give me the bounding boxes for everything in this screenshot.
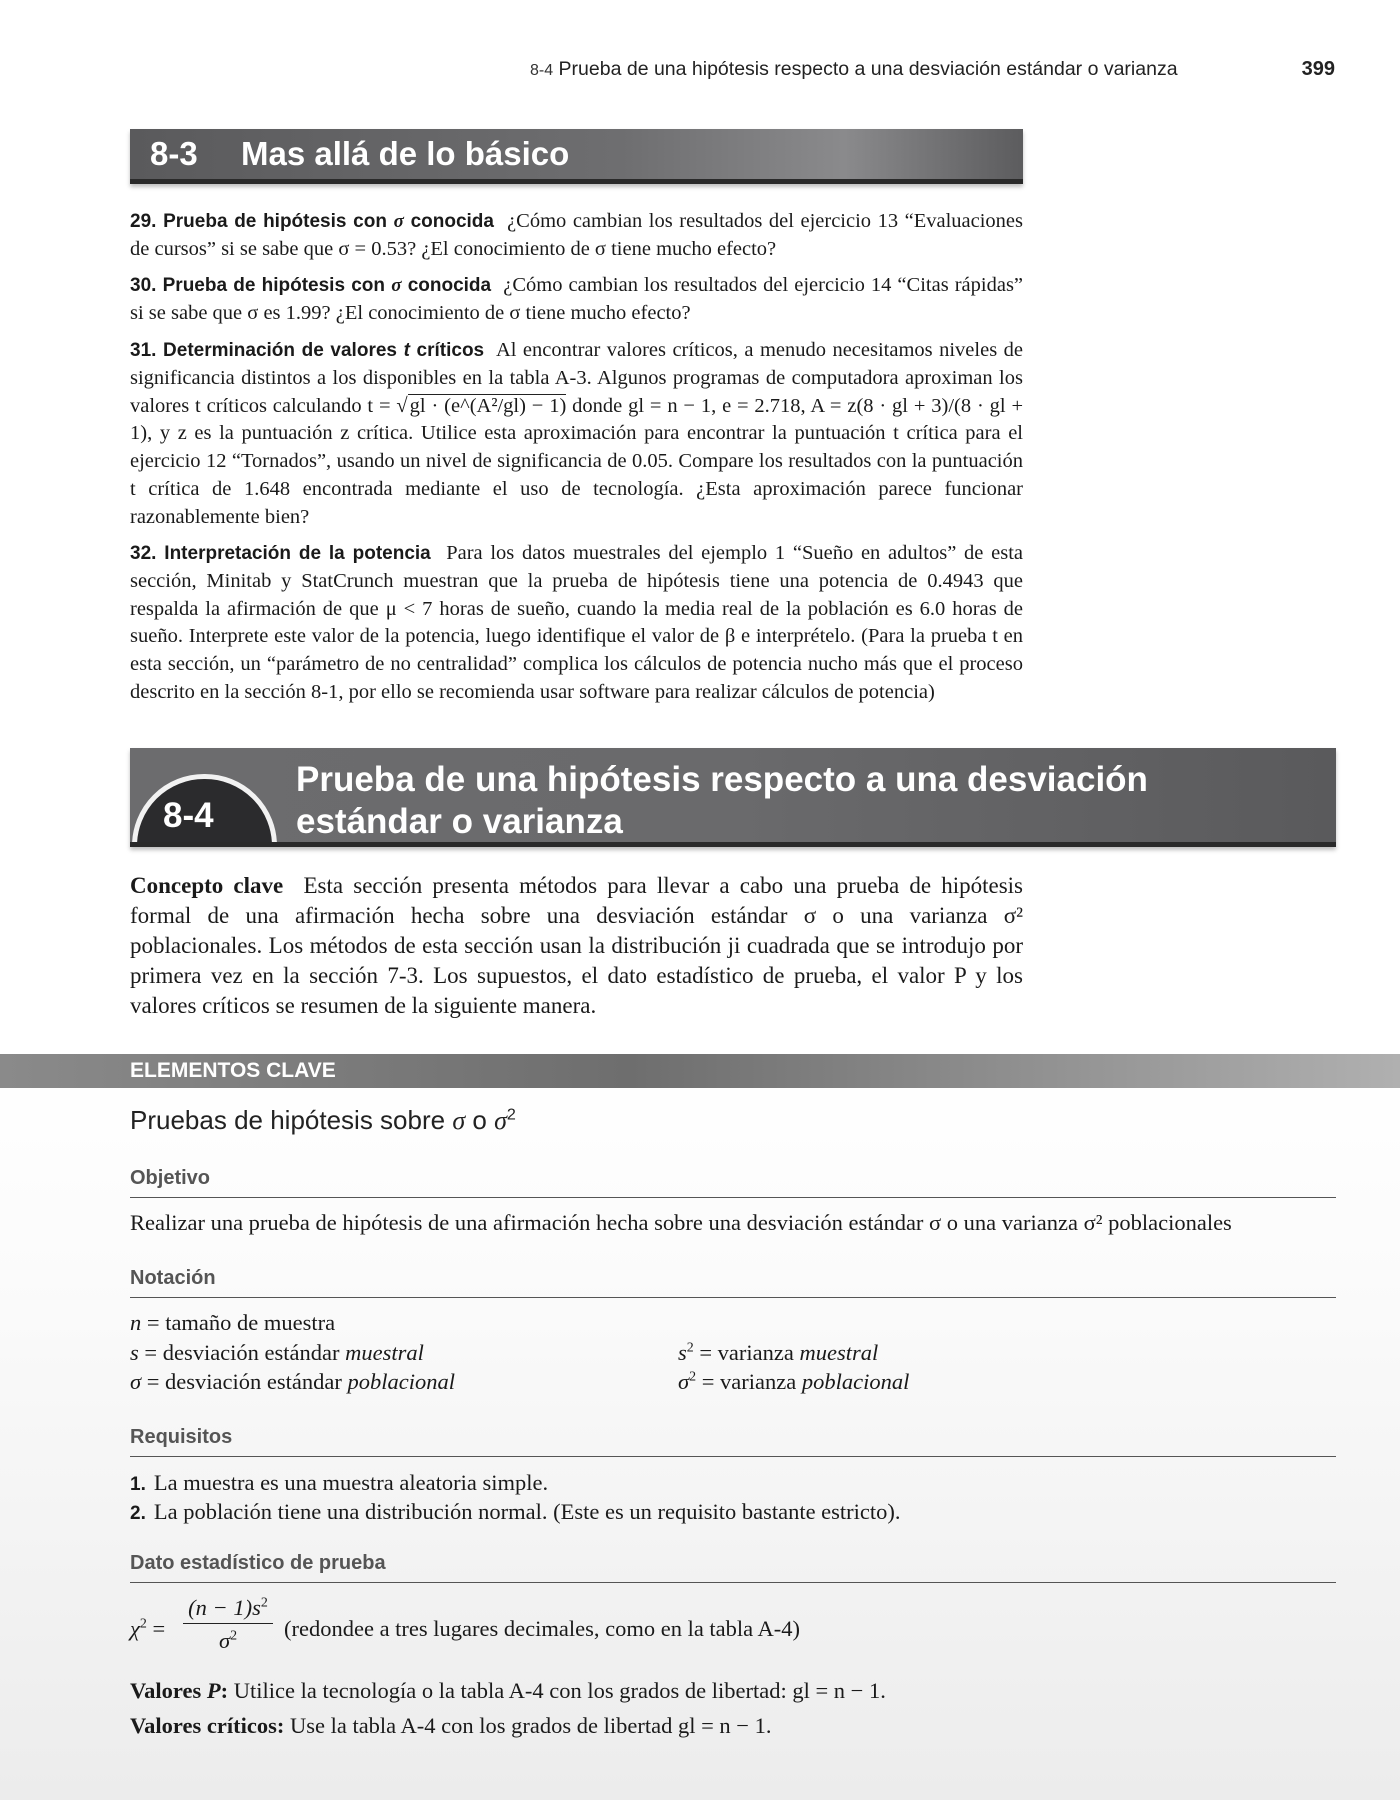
notation-sigma-symbol: σ xyxy=(130,1369,142,1394)
formula-numerator-sup: 2 xyxy=(260,1595,268,1611)
exercise-30-heading xyxy=(130,275,491,296)
exercise-29-heading xyxy=(130,211,494,232)
p-values-line xyxy=(130,1676,886,1705)
formula-chi: χ xyxy=(130,1616,140,1641)
key-elements-subtitle xyxy=(130,1105,516,1136)
critical-values-text: Use la tabla A-4 con los grados de libertad gl = n − 1. xyxy=(289,1713,772,1738)
objective-heading: Objetivo xyxy=(130,1167,1336,1198)
formula-equals: = xyxy=(146,1616,166,1641)
exercise-30-text: ¿Cómo cambian los resultados del ejercicio 14 “Citas rápidas” si se sabe que σ es 1.99? ¿El conocimiento de σ tiene mucho efecto? xyxy=(130,274,1024,324)
key-concept-label: Concepto clave xyxy=(130,873,284,898)
notation-n-text: = tamaño de muestra xyxy=(141,1310,336,1335)
requirements-heading: Requisitos xyxy=(130,1426,1336,1457)
formula-note: (redondee a tres lugares decimales, como en la tabla A-4) xyxy=(284,1616,801,1641)
exercise-30 xyxy=(130,272,1023,328)
requirement-1-number: 1. xyxy=(130,1474,146,1495)
requirement-item-2 xyxy=(130,1497,901,1528)
notation-sigma2-symbol: σ xyxy=(678,1369,690,1394)
notation-s2-symbol: s xyxy=(678,1340,687,1365)
requirement-2-number: 2. xyxy=(130,1503,146,1524)
exercise-30-heading-symbol: σ xyxy=(391,275,402,296)
notation-s xyxy=(130,1338,424,1367)
section-8-4-title xyxy=(296,759,1316,843)
running-header xyxy=(530,58,1335,88)
notation-sigma-text: = desviación estándar xyxy=(141,1369,348,1394)
formula-lhs xyxy=(130,1616,165,1642)
notation-sigma2 xyxy=(678,1367,909,1396)
notation-sigma-italic: poblacional xyxy=(347,1369,455,1394)
section-8-4-number: 8-4 xyxy=(163,796,214,835)
exercise-31 xyxy=(130,337,1023,532)
exercise-29 xyxy=(130,208,1023,264)
objective-text: Realizar una prueba de hipótesis de una afirmación hecha sobre una desviación estándar σ o una varianza σ² poblacionales xyxy=(130,1210,1232,1235)
exercise-31-heading-tail: críticos xyxy=(409,340,485,361)
notation-sigma2-italic: poblacional xyxy=(801,1369,910,1394)
notation-s2-text: = varianza xyxy=(693,1340,800,1365)
exercise-31-heading-text: 31. Determinación de valores xyxy=(130,340,404,361)
section-8-3-title: Mas allá de lo básico xyxy=(241,135,570,172)
exercise-32-heading: 32. Interpretación de la potencia xyxy=(130,543,431,564)
exercise-29-heading-text: 29. Prueba de hipótesis con xyxy=(130,211,394,232)
exercise-32 xyxy=(130,540,1023,707)
key-subtitle-text: Pruebas de hipótesis sobre xyxy=(130,1105,453,1135)
notation-sigma2-text: = varianza xyxy=(696,1369,802,1394)
notation-s2 xyxy=(678,1338,878,1367)
sqrt-symbol: √ xyxy=(396,394,408,417)
key-elements-bar xyxy=(0,1054,1400,1088)
formula-denominator xyxy=(183,1624,273,1658)
key-concept-paragraph xyxy=(130,871,1023,1021)
test-statistic-heading: Dato estadístico de prueba xyxy=(130,1552,1336,1583)
section-8-3-number: 8-3 xyxy=(150,135,198,172)
exercise-30-heading-tail: conocida xyxy=(401,275,492,296)
critical-values-label: Valores críticos: xyxy=(130,1713,285,1738)
p-values-text: Utilice la tecnología o la tabla A-4 con los grados de libertad: gl = n − 1. xyxy=(233,1678,886,1703)
exercise-30-heading-text: 30. Prueba de hipótesis con xyxy=(130,275,392,296)
formula-denominator-text: σ xyxy=(218,1628,231,1653)
key-concept-text: Esta sección presenta métodos para llevar a cabo una prueba de hipótesis formal de una afirmación hecha sobre una desviación estándar σ o una varianza σ² poblacionales. Los métodos de esta sección usan la distribución ji cuadrada que se introdujo por primera vez en la sección 7-3. Los supuestos, el dato estadístico de prueba, el valor P y los valores críticos se resumen de la siguiente manera. xyxy=(130,873,1023,1018)
exercise-31-heading xyxy=(130,340,484,361)
page-number: 399 xyxy=(1301,58,1335,80)
notation-s2-sup: 2 xyxy=(686,1340,694,1356)
formula-numerator xyxy=(183,1592,273,1624)
key-subtitle-sigma: σ xyxy=(452,1106,466,1135)
notation-s2-italic: muestral xyxy=(799,1340,879,1365)
key-subtitle-sup: 2 xyxy=(506,1105,516,1124)
exercise-32-text: Para los datos muestrales del ejemplo 1 “Sueño en adultos” de esta sección, Minitab y StatCrunch muestran que la prueba de hipótesis tiene una potencia de 0.4943 que respalda la afirmación de que μ < 7 horas de sueño, cuando la media real de la población es 6.0 horas de sueño. Interprete este valor de la potencia, luego identifique el valor de β e interprételo. (Para la prueba t en esta sección, un “parámetro de no centralidad” complica los cálculos de potencia nucho más que el proceso descrito en la sección 8-1, por ello se recomienda usar software para realizar cálculos de potencia) xyxy=(130,542,1023,703)
p-values-label-text: Valores xyxy=(130,1678,207,1703)
notation-s-italic: muestral xyxy=(345,1340,424,1365)
notation-s-symbol: s xyxy=(130,1340,139,1365)
requirement-2-text: La población tiene una distribución normal. (Este es un requisito bastante estricto). xyxy=(153,1499,901,1524)
p-values-label-colon: : xyxy=(220,1678,229,1703)
exercise-29-heading-tail: conocida xyxy=(403,211,494,232)
running-header-title: Prueba de una hipótesis respecto a una desviación estándar o varianza xyxy=(558,58,1178,80)
key-subtitle-sigma2: σ xyxy=(494,1106,507,1135)
exercise-29-heading-symbol: σ xyxy=(393,211,404,232)
p-values-label xyxy=(130,1678,228,1703)
notation-heading: Notación xyxy=(130,1267,1336,1298)
requirement-1-text: La muestra es una muestra aleatoria simple. xyxy=(153,1470,549,1495)
section-8-4-title-line1: Prueba de una hipótesis respecto a una desviación xyxy=(296,760,1148,799)
formula-denominator-sup: 2 xyxy=(230,1628,238,1644)
notation-sigma xyxy=(130,1367,455,1396)
formula-fraction xyxy=(183,1592,273,1658)
section-8-4-banner xyxy=(130,748,1336,847)
exercise-31-text-part2: donde gl = n − 1, e = 2.718, A = z(8 · gl + 3)/(8 · gl + 1), y z es la puntuación z crítica. Utilice esta aproximación para encontrar la puntuación t crítica para el ejercicio 12 “Tornados”, usando un nivel de significancia de 0.05. Compare los resultados con la puntuación t crítica de 1.648 encontrada mediante el uso de tecnología. ¿Esta aproximación parece funcionar razonablemente bien? xyxy=(130,394,1024,528)
key-elements-label: ELEMENTOS CLAVE xyxy=(130,1059,336,1082)
p-values-label-symbol: P xyxy=(206,1678,221,1703)
exercise-31-root-content: gl · (e^(A²/gl) − 1) xyxy=(409,394,567,417)
notation-sigma2-sup: 2 xyxy=(689,1369,697,1385)
requirement-item-1 xyxy=(130,1468,548,1499)
notation-n-symbol: n xyxy=(130,1310,142,1335)
key-subtitle-or: o xyxy=(465,1105,495,1135)
section-8-3-banner xyxy=(130,129,1023,184)
formula-numerator-text: (n − 1)s xyxy=(188,1595,261,1620)
exercise-31-heading-symbol: t xyxy=(403,340,410,361)
notation-n xyxy=(130,1308,335,1337)
section-8-4-title-line2: estándar o varianza xyxy=(296,802,623,841)
critical-values-line xyxy=(130,1711,772,1740)
exercise-29-text: ¿Cómo cambian los resultados del ejercicio 13 “Evaluaciones de cursos” si se sabe que σ = 0.53? ¿El conocimiento de σ tiene mucho efecto? xyxy=(130,210,1023,260)
exercise-31-text-part1: Al encontrar valores críticos, a menudo necesitamos niveles de significancia distintos a los disponibles en la tabla A-3. Algunos programas de computadora aproximan los valores t críticos calculando t = xyxy=(130,339,1023,417)
notation-s-text: = desviación estándar xyxy=(138,1340,346,1365)
formula-chi-sup: 2 xyxy=(139,1616,147,1632)
running-header-section-number: 8-4 xyxy=(530,62,554,79)
